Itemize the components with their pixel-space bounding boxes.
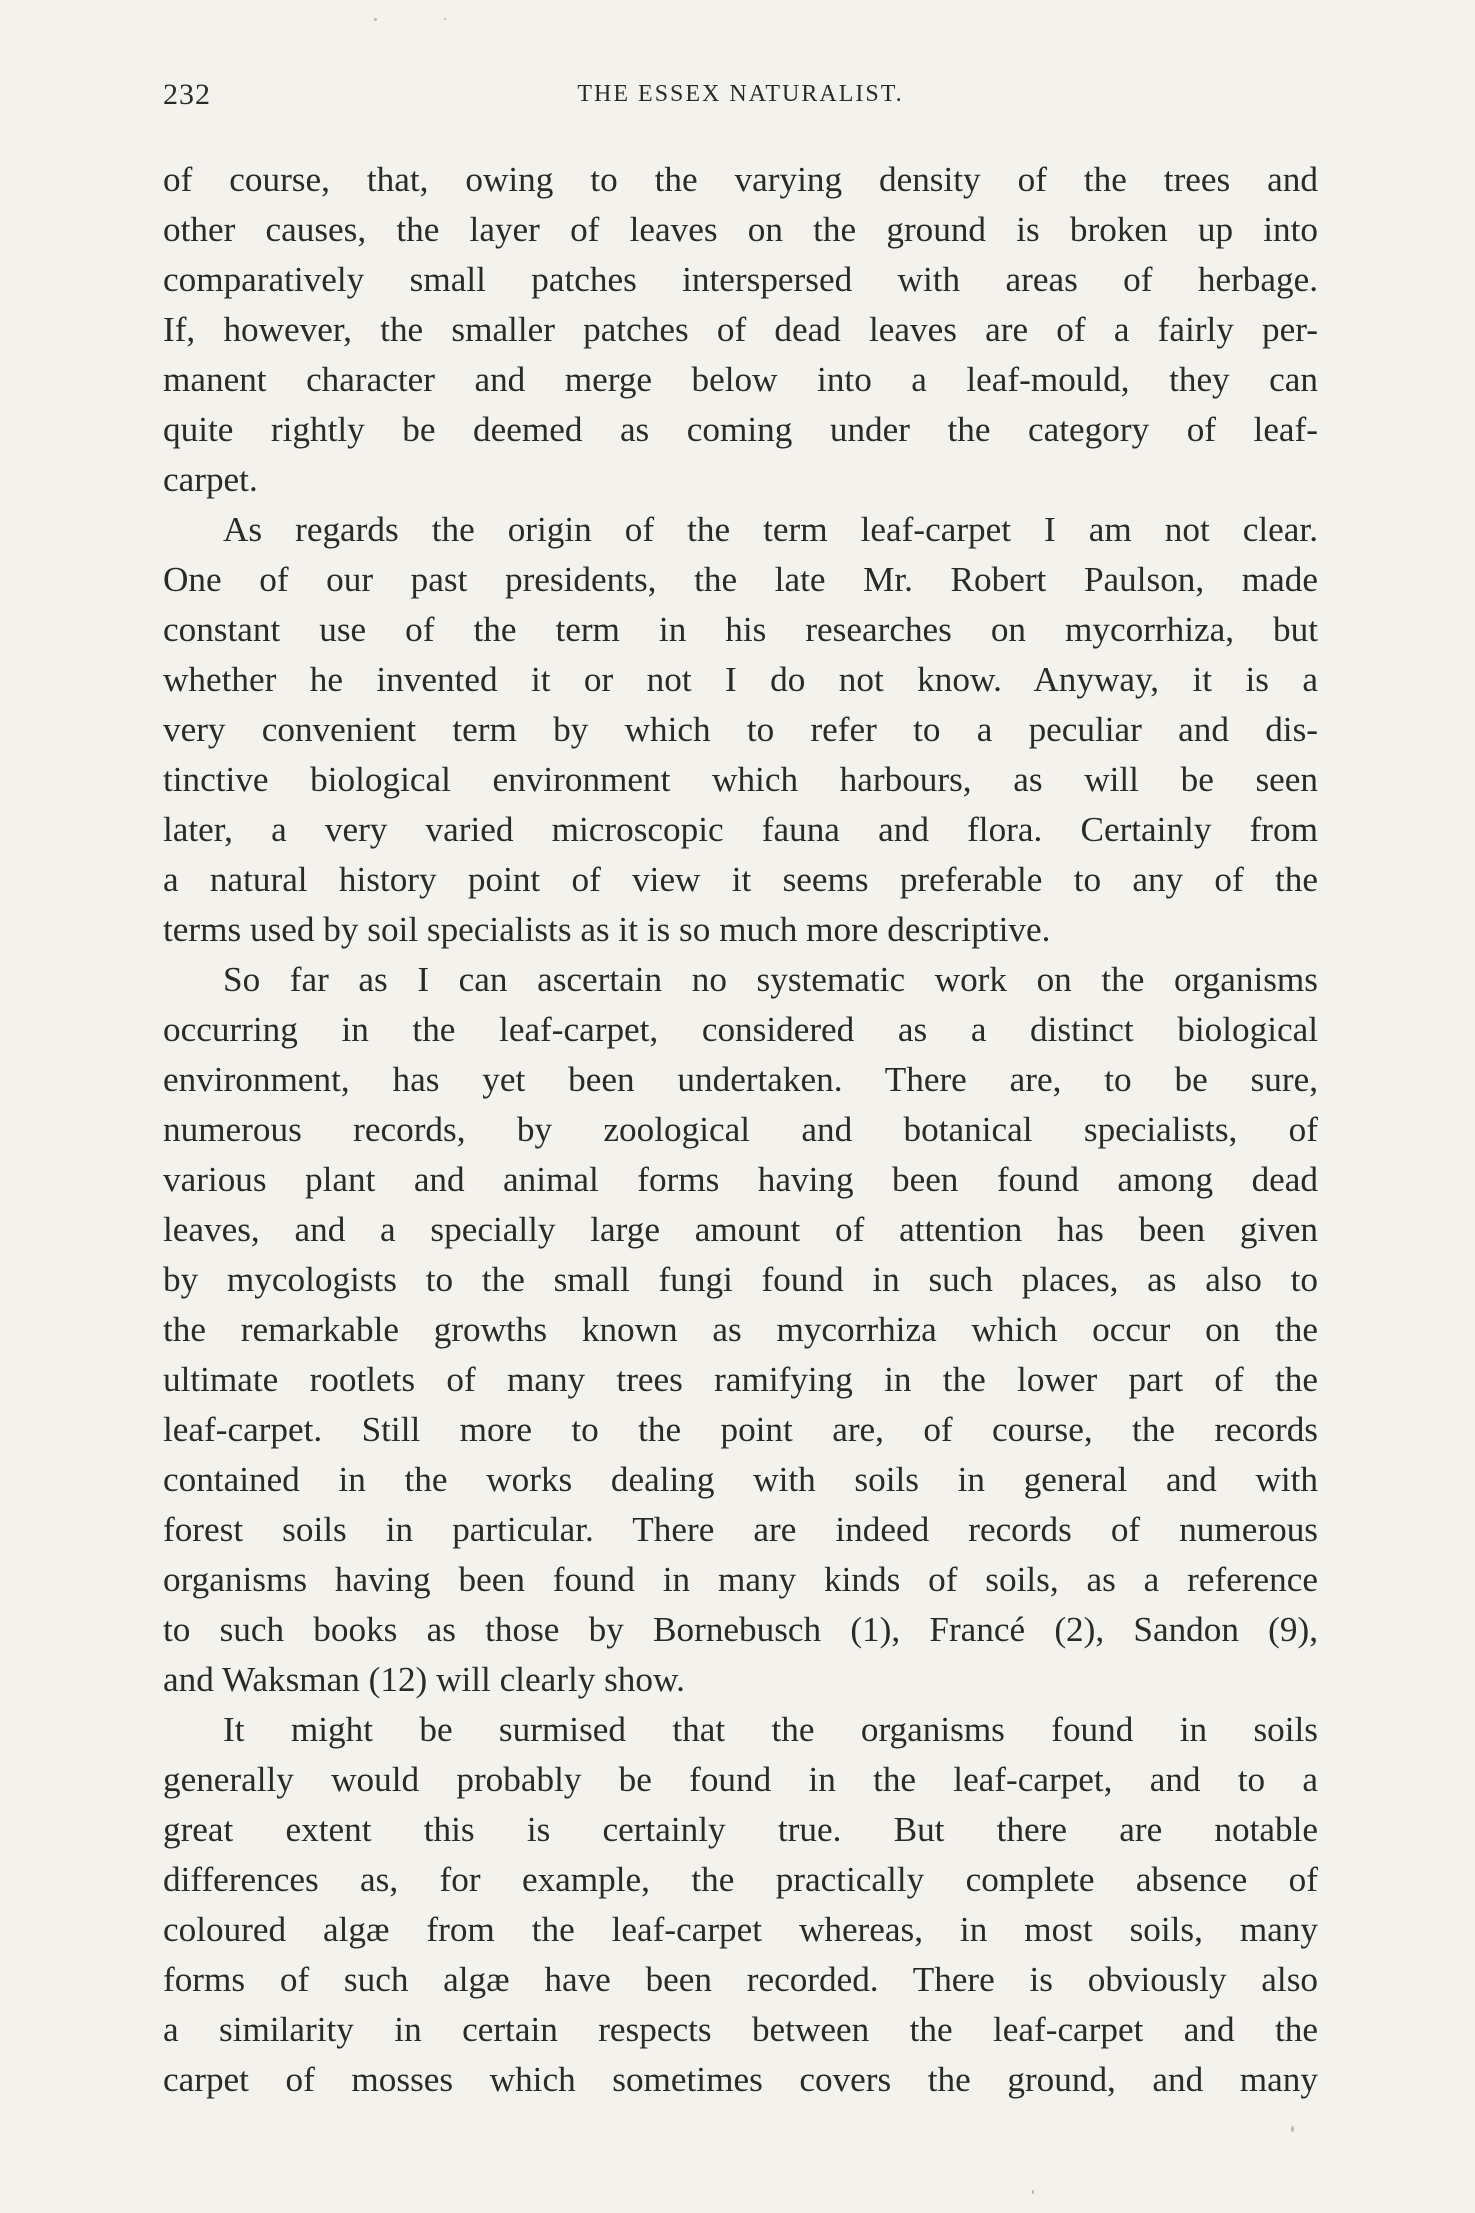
text-line: environment, has yet been undertaken. There are, to be sure,: [163, 1060, 1318, 1099]
text-line: very convenient term by which to refer to a peculiar and dis-: [163, 710, 1318, 749]
text-line: and Waksman (12) will clearly show.: [163, 1660, 685, 1699]
text-line: forest soils in particular. There are indeed records of numerous: [163, 1510, 1318, 1549]
text-line: If, however, the smaller patches of dead leaves are of a fairly per-: [163, 310, 1318, 349]
text-line: ultimate rootlets of many trees ramifying in the lower part of the: [163, 1360, 1318, 1399]
page-number: 232: [163, 78, 211, 111]
text-line: carpet of mosses which sometimes covers the ground, and many: [163, 2060, 1318, 2099]
text-line: various plant and animal forms having been found among dead: [163, 1160, 1318, 1199]
text-line: numerous records, by zoological and botanical specialists, of: [163, 1110, 1318, 1149]
paper-speck: [444, 18, 446, 20]
paragraph-first-line: It might be surmised that the organisms found in soils: [223, 1710, 1318, 1749]
text-line: a similarity in certain respects between the leaf-carpet and the: [163, 2010, 1318, 2049]
paragraph-first-line: As regards the origin of the term leaf-carpet I am not clear.: [223, 510, 1318, 549]
text-line: quite rightly be deemed as coming under the category of leaf-: [163, 410, 1318, 449]
text-line: tinctive biological environment which harbours, as will be seen: [163, 760, 1318, 799]
text-line: by mycologists to the small fungi found in such places, as also to: [163, 1260, 1318, 1299]
text-line: a natural history point of view it seems preferable to any of the: [163, 860, 1318, 899]
text-line: constant use of the term in his researches on mycorrhiza, but: [163, 610, 1318, 649]
paper-speck: [374, 18, 377, 21]
text-line: of course, that, owing to the varying density of the trees and: [163, 160, 1318, 199]
text-line: occurring in the leaf-carpet, considered as a distinct biological: [163, 1010, 1318, 1049]
paragraph-first-line: So far as I can ascertain no systematic work on the organisms: [223, 960, 1318, 999]
text-line: forms of such algæ have been recorded. There is obviously also: [163, 1960, 1318, 1999]
text-line: coloured algæ from the leaf-carpet whereas, in most soils, many: [163, 1910, 1318, 1949]
body-text: [163, 155, 1318, 2105]
text-line: differences as, for example, the practically complete absence of: [163, 1860, 1318, 1899]
text-line: whether he invented it or not I do not know. Anyway, it is a: [163, 660, 1318, 699]
text-line: carpet.: [163, 460, 258, 499]
text-line: generally would probably be found in the leaf-carpet, and to a: [163, 1760, 1318, 1799]
text-line: other causes, the layer of leaves on the ground is broken up into: [163, 210, 1318, 249]
page-header: [163, 78, 1318, 118]
text-line: later, a very varied microscopic fauna and flora. Certainly from: [163, 810, 1318, 849]
text-line: the remarkable growths known as mycorrhiza which occur on the: [163, 1310, 1318, 1349]
text-line: terms used by soil specialists as it is so much more descriptive.: [163, 910, 1051, 949]
paper-speck: [1291, 2126, 1294, 2132]
text-line: organisms having been found in many kinds of soils, as a reference: [163, 1560, 1318, 1599]
text-line: leaf-carpet. Still more to the point are, of course, the records: [163, 1410, 1318, 1449]
running-head: THE ESSEX NATURALIST.: [577, 81, 904, 107]
paper-speck: [1032, 2190, 1034, 2194]
text-line: great extent this is certainly true. But there are notable: [163, 1810, 1318, 1849]
text-line: to such books as those by Bornebusch (1), Francé (2), Sandon (9),: [163, 1610, 1318, 1649]
text-line: comparatively small patches interspersed with areas of herbage.: [163, 260, 1318, 299]
text-line: contained in the works dealing with soils in general and with: [163, 1460, 1318, 1499]
text-line: manent character and merge below into a leaf-mould, they can: [163, 360, 1318, 399]
text-line: leaves, and a specially large amount of attention has been given: [163, 1210, 1318, 1249]
text-line: One of our past presidents, the late Mr. Robert Paulson, made: [163, 560, 1318, 599]
